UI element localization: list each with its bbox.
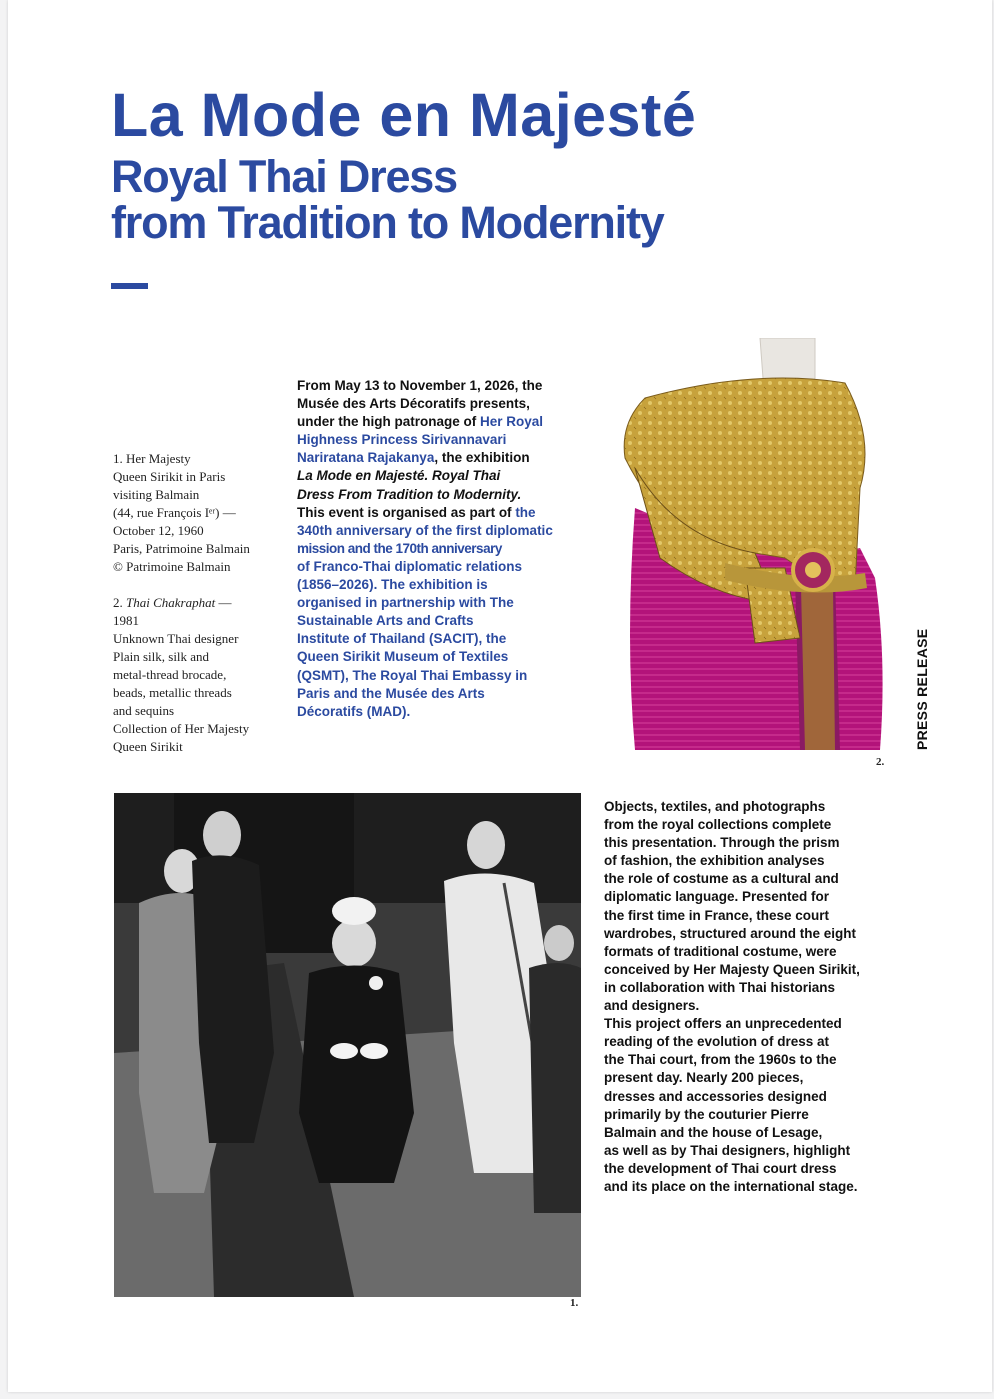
body-line: and its place on the international stage. <box>604 1178 858 1194</box>
intro-paragraph <box>297 377 587 721</box>
caption-line: (44, rue François Iᵉʳ) — <box>113 505 236 520</box>
intro-highlight: the <box>515 504 536 520</box>
caption-line: 1981 <box>113 613 139 628</box>
intro-highlight-line: (1856–2026). The exhibition is <box>297 577 488 593</box>
intro-highlight-line: of Franco-Thai diplomatic relations <box>297 558 523 574</box>
body-line: reading of the evolution of dress at <box>604 1034 830 1050</box>
caption-line: Queen Sirikit in Paris <box>113 469 226 484</box>
visit-photo-number: 1. <box>570 1297 579 1309</box>
intro-highlight-line: 340th anniversary of the first diplomatic <box>297 522 553 538</box>
patron-name: Her Royal <box>480 414 544 430</box>
caption-2 <box>113 594 278 756</box>
exhibition-title-line: La Mode en Majesté. Royal Thai <box>297 468 501 484</box>
intro-line: From May 13 to November 1, 2026, the <box>297 378 543 393</box>
body-line: in collaboration with Thai historians <box>604 979 836 995</box>
body-line: primarily by the couturier Pierre <box>604 1106 809 1122</box>
press-release-label: PRESS RELEASE <box>914 628 930 750</box>
intro-line <box>297 413 587 431</box>
body-line: conceived by Her Majesty Queen Sirikit, <box>604 961 860 977</box>
body-line: as well as by Thai designers, highlight <box>604 1142 851 1158</box>
body-line: present day. Nearly 200 pieces, <box>604 1070 804 1086</box>
intro-text: This event is organised as part of <box>297 504 516 520</box>
caption-dash: — <box>215 595 232 610</box>
caption-line: Queen Sirikit <box>113 739 183 754</box>
page-title: La Mode en Majesté <box>111 81 697 149</box>
body-paragraph <box>604 798 904 1196</box>
patron-name: Nariratana Rajakanya <box>297 450 435 466</box>
subtitle-line: from Tradition to Modernity <box>111 197 664 248</box>
queen-visit-photo <box>114 793 581 1297</box>
caption-line: October 12, 1960 <box>113 523 204 538</box>
queen-visit-illustration <box>114 793 581 1297</box>
caption-line: beads, metallic threads <box>113 685 232 700</box>
body-line: Balmain and the house of Lesage, <box>604 1124 823 1140</box>
body-line: the role of costume as a cultural and <box>604 871 839 887</box>
caption-line: Plain silk, silk and <box>113 649 210 664</box>
caption-artwork-title: Thai Chakraphat <box>126 595 216 610</box>
dress-photo <box>605 338 885 750</box>
subtitle-line: Royal Thai Dress <box>111 151 457 202</box>
body-line: wardrobes, structured around the eight <box>604 925 857 941</box>
caption-number: 2. <box>113 595 123 610</box>
intro-text: under the high patronage of <box>297 414 480 430</box>
intro-line <box>297 449 587 467</box>
intro-highlight-line: Queen Sirikit Museum of Textiles <box>297 649 509 665</box>
dress-illustration <box>605 338 885 750</box>
caption-line: 1. Her Majesty <box>113 451 191 466</box>
intro-text: , the exhibition <box>434 450 530 466</box>
intro-line: Musée des Arts Décoratifs presents, <box>297 396 530 412</box>
body-line: Objects, textiles, and photographs <box>604 799 826 814</box>
body-line: of fashion, the exhibition analyses <box>604 853 825 869</box>
dress-photo-number: 2. <box>876 756 885 768</box>
caption-1 <box>113 450 278 576</box>
caption-line: metal-thread brocade, <box>113 667 227 682</box>
caption-line: and sequins <box>113 703 175 718</box>
intro-line: Highness Princess Sirivannavari <box>297 432 507 448</box>
intro-highlight-line: mission and the 170th anniversary <box>297 540 502 556</box>
body-line: diplomatic language. Presented for <box>604 889 830 905</box>
intro-highlight-line: Paris and the Musée des Arts <box>297 685 485 701</box>
caption-line: visiting Balmain <box>113 487 200 502</box>
body-line: this presentation. Through the prism <box>604 835 840 851</box>
exhibition-title-line: Dress From Tradition to Modernity. <box>297 486 522 502</box>
press-release-page <box>8 0 992 1392</box>
photo-captions <box>113 450 278 774</box>
caption-line: Paris, Patrimoine Balmain <box>113 541 250 556</box>
intro-highlight-line: Institute of Thailand (SACIT), the <box>297 631 507 647</box>
body-line: dresses and accessories designed <box>604 1088 827 1104</box>
title-divider <box>111 283 148 289</box>
body-line: This project offers an unprecedented <box>604 1016 842 1032</box>
body-line: and designers. <box>604 998 700 1014</box>
page-subtitle <box>111 151 664 248</box>
caption-line <box>113 594 278 612</box>
body-line: formats of traditional costume, were <box>604 943 837 959</box>
intro-highlight-line: (QSMT), The Royal Thai Embassy in <box>297 667 528 683</box>
body-line: from the royal collections complete <box>604 817 832 833</box>
caption-line: Collection of Her Majesty <box>113 721 250 736</box>
intro-line <box>297 504 587 522</box>
intro-highlight-line: Sustainable Arts and Crafts <box>297 613 474 629</box>
caption-line: Unknown Thai designer <box>113 631 239 646</box>
intro-highlight-line: Décoratifs (MAD). <box>297 703 411 719</box>
body-line: the first time in France, these court <box>604 907 830 923</box>
body-line: the Thai court, from the 1960s to the <box>604 1052 837 1068</box>
intro-highlight-line: organised in partnership with The <box>297 595 514 611</box>
body-line: the development of Thai court dress <box>604 1160 837 1176</box>
caption-line: © Patrimoine Balmain <box>113 559 231 574</box>
